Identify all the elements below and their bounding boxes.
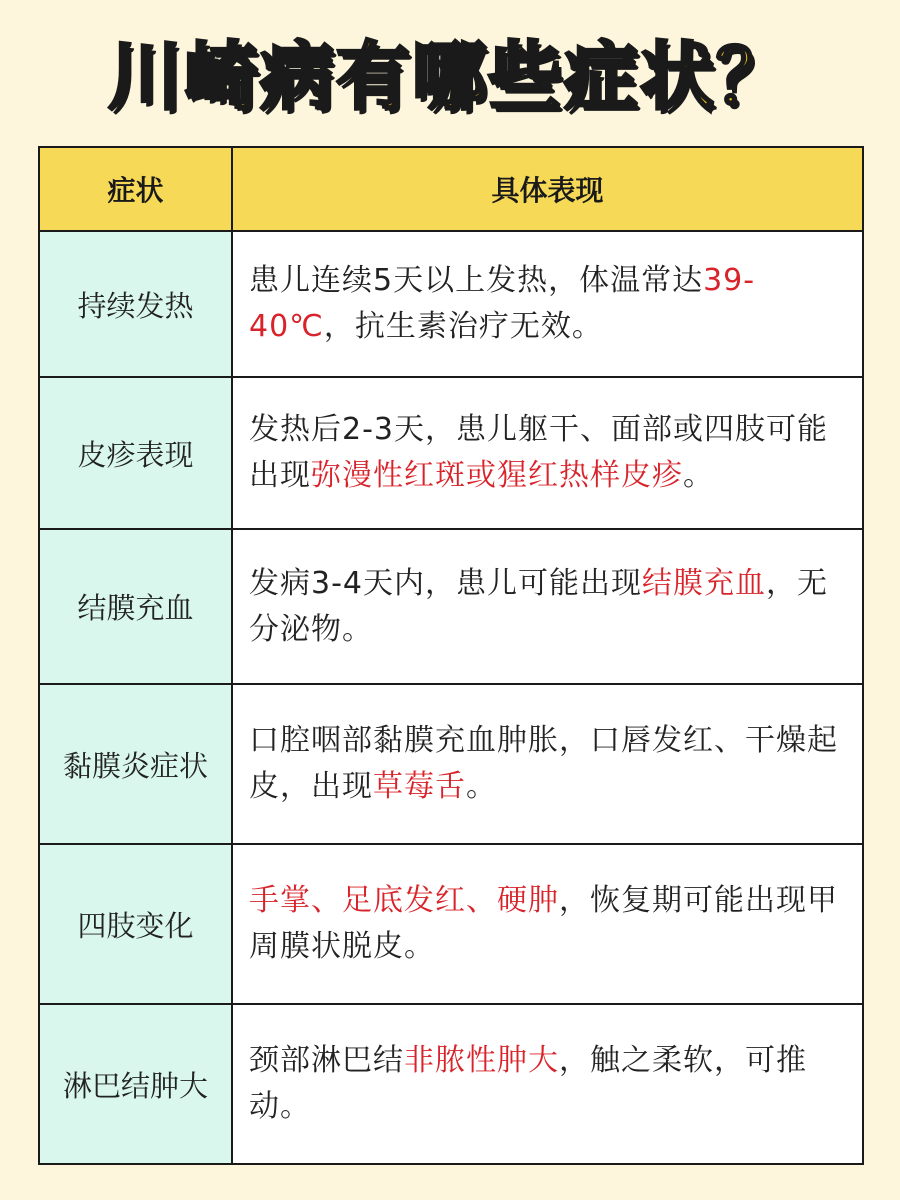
description-text: ，无分泌物。 — [249, 565, 828, 647]
table-row — [39, 684, 863, 844]
description-text: ，恢复期可能出现甲周膜状脱皮。 — [249, 883, 838, 964]
description-highlight: 非脓性肿大 — [404, 1043, 559, 1078]
symptom-name: 结膜充血 — [39, 529, 232, 684]
description-highlight: 草莓舌 — [373, 769, 466, 804]
description-text: 。 — [466, 769, 497, 804]
description-text: 发病3-4天内，患儿可能出现 — [249, 565, 642, 601]
table-row — [39, 231, 863, 377]
symptom-description — [232, 1004, 863, 1164]
description-text: 口腔咽部黏膜充血肿胀，口唇发红、干燥起皮，出现 — [249, 723, 838, 804]
description-highlight: 结膜充血 — [642, 565, 766, 601]
symptom-name: 皮疹表现 — [39, 377, 232, 529]
description-text: 颈部淋巴结 — [249, 1043, 404, 1078]
symptom-description — [232, 231, 863, 377]
table-row — [39, 377, 863, 529]
header-symptom: 症状 — [39, 147, 232, 231]
description-highlight: 手掌、足底发红、硬肿 — [249, 883, 559, 918]
symptom-description — [232, 529, 863, 684]
symptom-name: 四肢变化 — [39, 844, 232, 1004]
symptom-name: 淋巴结肿大 — [39, 1004, 232, 1164]
symptom-table — [38, 146, 864, 1165]
symptom-description — [232, 844, 863, 1004]
description-highlight: 39-40℃ — [249, 263, 756, 344]
table-row — [39, 844, 863, 1004]
header-description: 具体表现 — [232, 147, 863, 231]
description-text: 患儿连续5天以上发热，体温常达 — [249, 263, 704, 298]
symptom-name: 黏膜炎症状 — [39, 684, 232, 844]
symptom-description — [232, 684, 863, 844]
description-highlight: 弥漫性红斑或猩红热样皮疹 — [311, 458, 683, 493]
description-text: 发热后2-3天，患儿躯干、面部或四肢可能出现 — [249, 412, 828, 493]
table-row — [39, 529, 863, 684]
table-header-row — [39, 147, 863, 231]
symptom-description — [232, 377, 863, 529]
description-text: ，触之柔软，可推动。 — [249, 1043, 807, 1124]
description-text: 。 — [683, 458, 714, 493]
table-row — [39, 1004, 863, 1164]
page-title: 川崎病有哪些症状？ — [108, 34, 792, 120]
description-text: ，抗生素治疗无效。 — [323, 309, 603, 344]
symptom-name: 持续发热 — [39, 231, 232, 377]
